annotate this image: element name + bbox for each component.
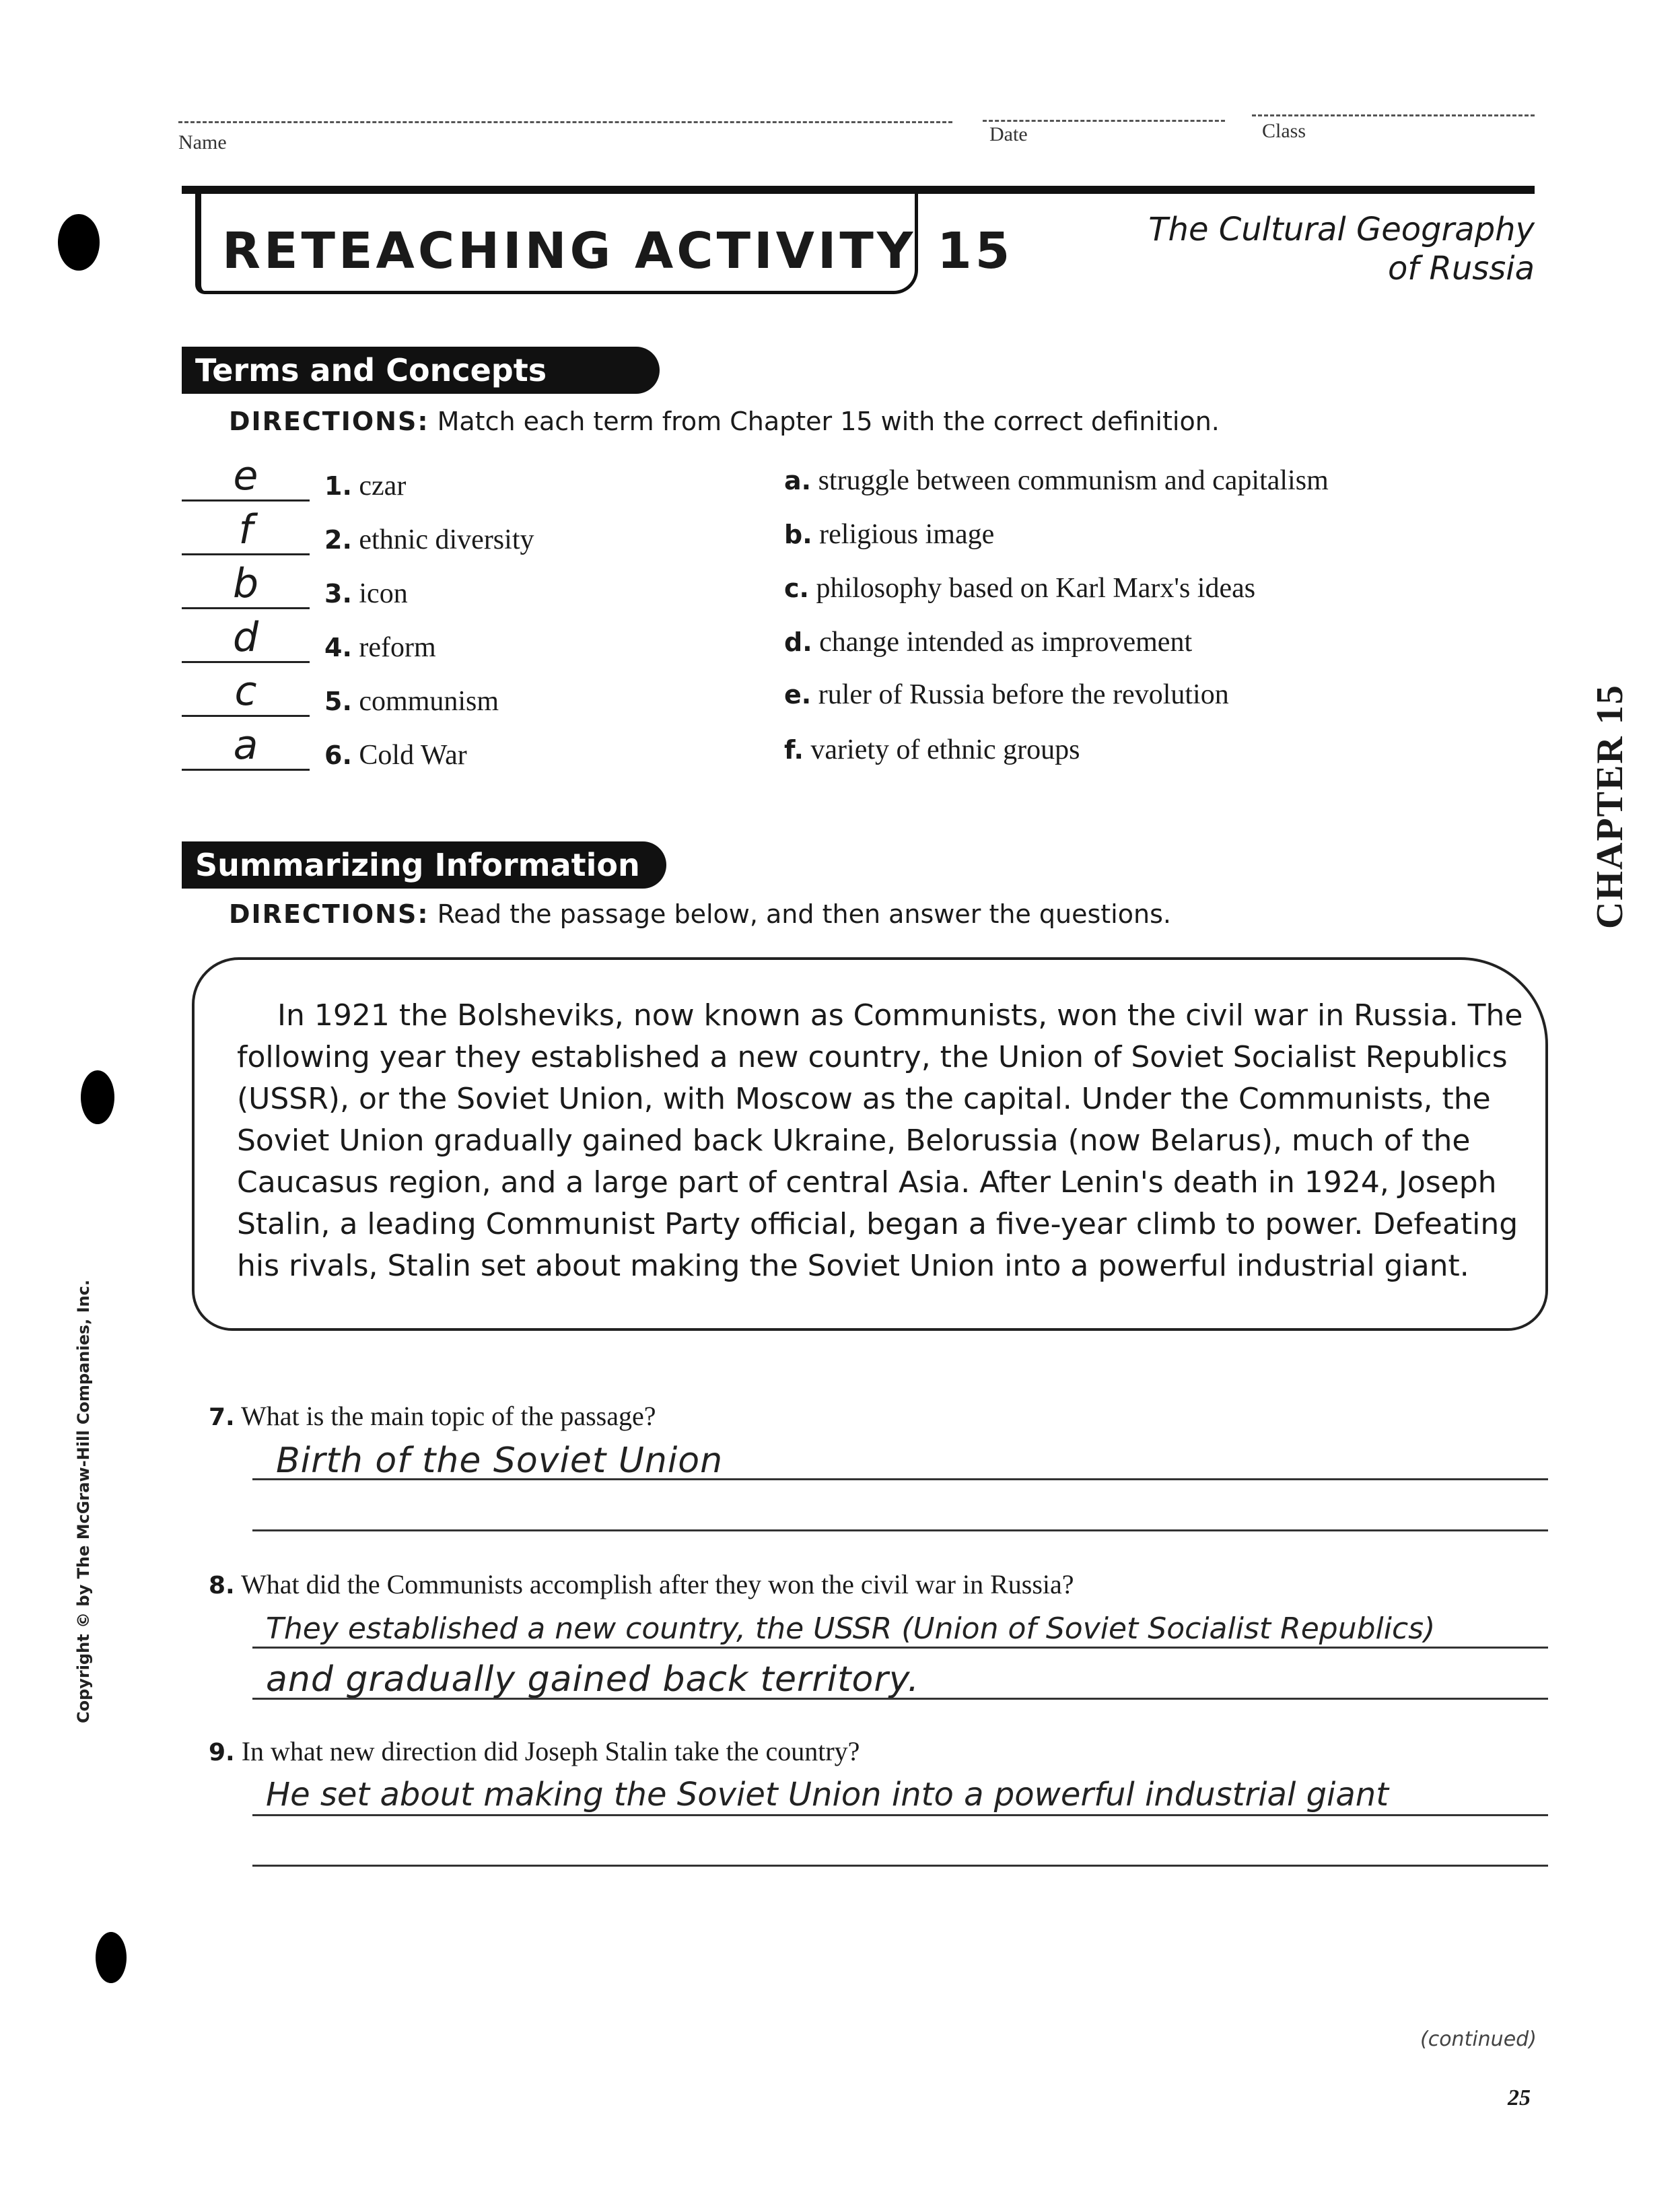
term-text: czar xyxy=(359,471,407,502)
question-8 xyxy=(209,1568,1074,1600)
page-number: 25 xyxy=(1508,2085,1531,2110)
definition-letter: d. xyxy=(784,627,812,657)
definition-text: philosophy based on Karl Marx's ideas xyxy=(816,573,1256,604)
definition-letter: b. xyxy=(784,520,812,549)
definition-item xyxy=(784,679,1229,711)
answer-text: They established a new country, the USSR (Union of Soviet Socialist Republics) xyxy=(266,1612,1436,1646)
answer-line[interactable] xyxy=(182,769,310,771)
subtitle-line-1: The Cultural Geography xyxy=(1148,211,1535,248)
term-item xyxy=(324,739,467,771)
term-text: ethnic diversity xyxy=(359,524,534,555)
term-number: 5. xyxy=(324,687,352,716)
term-number: 6. xyxy=(324,740,352,770)
name-line xyxy=(178,121,952,123)
passage-line: following year they established a new country, the Union of Soviet Socialist Republics xyxy=(237,1040,1508,1074)
punch-hole-middle xyxy=(81,1070,114,1124)
passage-line: In 1921 the Bolsheviks, now known as Communists, won the civil war in Russia. The xyxy=(277,998,1523,1033)
date-label: Date xyxy=(989,123,1028,145)
class-label: Class xyxy=(1262,120,1306,142)
question-text: In what new direction did Joseph Stalin take the country? xyxy=(241,1736,860,1766)
subtitle-line-2: of Russia xyxy=(1387,250,1535,287)
question-number: 7. xyxy=(209,1404,235,1431)
copyright-notice: Copyright © by The McGraw-Hill Companies, Inc. xyxy=(74,1280,93,1723)
answer-text: and gradually gained back territory. xyxy=(266,1659,919,1700)
passage-line: (USSR), or the Soviet Union, with Moscow as the capital. Under the Communists, the xyxy=(237,1082,1491,1116)
passage xyxy=(237,995,1529,1287)
question-9 xyxy=(209,1735,860,1767)
answer-line[interactable] xyxy=(182,499,310,502)
summary-section-heading: Summarizing Information xyxy=(182,841,666,889)
term-number: 2. xyxy=(324,525,352,555)
answer-text: He set about making the Soviet Union into a powerful industrial giant xyxy=(266,1776,1389,1813)
directions-text: Match each term from Chapter 15 with the correct definition. xyxy=(429,407,1220,436)
definition-text: religious image xyxy=(819,519,995,550)
term-item xyxy=(324,631,436,664)
term-number: 3. xyxy=(324,579,352,609)
punch-hole-bottom xyxy=(96,1932,127,1983)
answer-line[interactable] xyxy=(182,607,310,609)
directions-text: Read the passage below, and then answer the questions. xyxy=(429,899,1171,929)
answer-line[interactable] xyxy=(252,1814,1548,1816)
answer-line[interactable] xyxy=(252,1529,1548,1531)
directions-label: DIRECTIONS: xyxy=(229,899,429,929)
definition-item xyxy=(784,734,1080,766)
terms-directions xyxy=(229,407,1220,436)
answer-letter: e xyxy=(233,452,258,499)
question-number: 8. xyxy=(209,1572,235,1599)
term-text: Cold War xyxy=(359,740,467,771)
passage-line: his rivals, Stalin set about making the Soviet Union into a powerful industrial giant. xyxy=(237,1249,1469,1283)
term-text: communism xyxy=(359,686,499,717)
answer-line[interactable] xyxy=(252,1478,1548,1480)
question-number: 9. xyxy=(209,1739,235,1766)
answer-letter: f xyxy=(238,506,253,553)
name-label: Name xyxy=(178,131,227,153)
term-text: icon xyxy=(359,578,408,609)
term-item xyxy=(324,578,408,610)
punch-hole-top xyxy=(58,214,100,271)
term-item xyxy=(324,524,534,556)
passage-line: Soviet Union gradually gained back Ukraine, Belorussia (now Belarus), much of the xyxy=(237,1124,1471,1158)
definition-item xyxy=(784,518,994,551)
definition-text: change intended as improvement xyxy=(819,627,1193,658)
definition-letter: e. xyxy=(784,680,812,710)
answer-letter: b xyxy=(232,560,259,607)
answer-line[interactable] xyxy=(182,553,310,555)
answer-letter: c xyxy=(234,668,257,715)
chapter-tab: CHAPTER 15 xyxy=(1589,684,1631,929)
definition-text: variety of ethnic groups xyxy=(810,734,1080,765)
class-line xyxy=(1252,114,1535,116)
definition-text: struggle between communism and capitalism xyxy=(818,465,1329,496)
summary-directions xyxy=(229,899,1171,929)
continued-label: (continued) xyxy=(1420,2028,1537,2051)
definition-item xyxy=(784,572,1255,604)
term-number: 1. xyxy=(324,471,352,501)
term-number: 4. xyxy=(324,633,352,662)
answer-line[interactable] xyxy=(182,661,310,663)
page-title: RETEACHING ACTIVITY 15 xyxy=(222,222,1014,280)
date-line xyxy=(983,120,1225,122)
answer-letter: d xyxy=(232,614,259,661)
term-item xyxy=(324,685,499,718)
passage-line: Caucasus region, and a large part of central Asia. After Lenin's death in 1924, Joseph xyxy=(237,1165,1497,1200)
question-7 xyxy=(209,1400,656,1432)
answer-line[interactable] xyxy=(252,1698,1548,1700)
terms-section-heading: Terms and Concepts xyxy=(182,347,660,394)
term-item xyxy=(324,470,406,502)
definition-letter: c. xyxy=(784,574,809,603)
question-text: What is the main topic of the passage? xyxy=(241,1401,656,1431)
answer-line[interactable] xyxy=(182,715,310,717)
question-text: What did the Communists accomplish after they won the civil war in Russia? xyxy=(241,1569,1074,1599)
answer-line[interactable] xyxy=(252,1865,1548,1867)
definition-text: ruler of Russia before the revolution xyxy=(818,679,1229,710)
term-text: reform xyxy=(359,632,436,663)
directions-label: DIRECTIONS: xyxy=(229,407,429,436)
definition-letter: f. xyxy=(784,735,804,765)
passage-line: Stalin, a leading Communist Party official, began a five-year climb to power. Defeating xyxy=(237,1207,1518,1241)
answer-letter: a xyxy=(233,722,258,769)
definition-letter: a. xyxy=(784,466,812,495)
page-subtitle xyxy=(1104,210,1535,288)
answer-text: Birth of the Soviet Union xyxy=(276,1441,724,1481)
definition-item xyxy=(784,464,1329,497)
answer-line[interactable] xyxy=(252,1647,1548,1649)
definition-item xyxy=(784,626,1192,658)
